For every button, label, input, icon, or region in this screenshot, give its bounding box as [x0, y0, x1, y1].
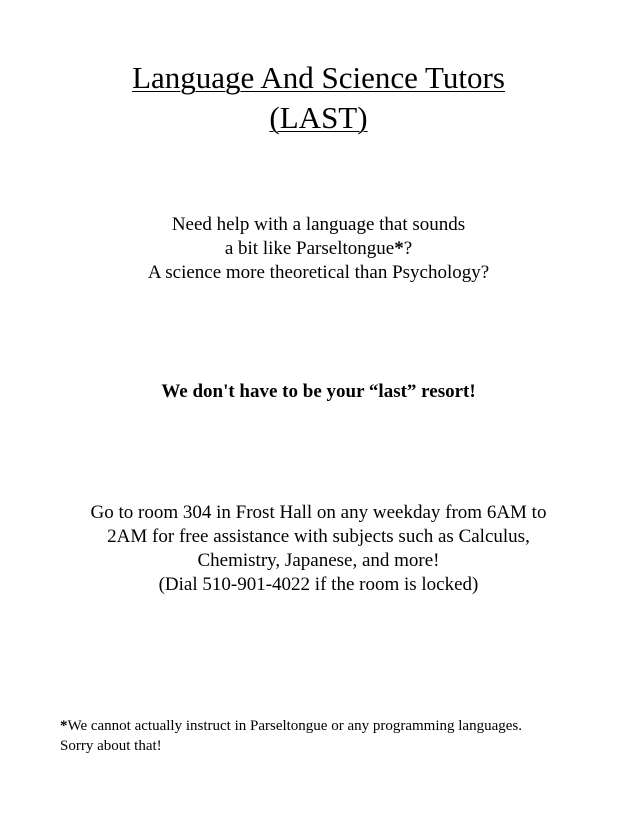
info-line-3: Chemistry, Japanese, and more!	[197, 550, 440, 571]
intro-line-3: A science more theoretical than Psychology?	[147, 262, 490, 283]
footnote-line-1	[60, 716, 600, 736]
info-line-1: Go to room 304 in Frost Hall on any weekday from 6AM to	[90, 502, 547, 523]
flyer-title: Language And Science Tutors	[132, 60, 505, 95]
intro-line-2	[0, 237, 637, 261]
info-line-4: (Dial 510-901-4022 if the room is locked)	[158, 574, 479, 595]
intro-line-2-question-mark: ?	[403, 238, 413, 259]
footnote-line-1-text: We cannot actually instruct in Parseltongue or any programming languages.	[67, 718, 522, 734]
footnote-asterisk: *	[60, 718, 68, 734]
slogan: We don't have to be your “last” resort!	[161, 381, 476, 402]
intro-line-2-text: a bit like Parseltongue	[224, 238, 395, 259]
flyer-title-acronym: (LAST)	[269, 100, 368, 135]
footnote-line-2: Sorry about that!	[60, 738, 162, 754]
info-paragraph	[0, 501, 637, 597]
intro-line-1: Need help with a language that sounds	[171, 214, 466, 235]
footnote-marker: *	[394, 238, 404, 259]
intro-paragraph	[0, 213, 637, 285]
footnote	[60, 716, 600, 756]
info-line-2: 2AM for free assistance with subjects such as Calculus,	[107, 526, 530, 547]
